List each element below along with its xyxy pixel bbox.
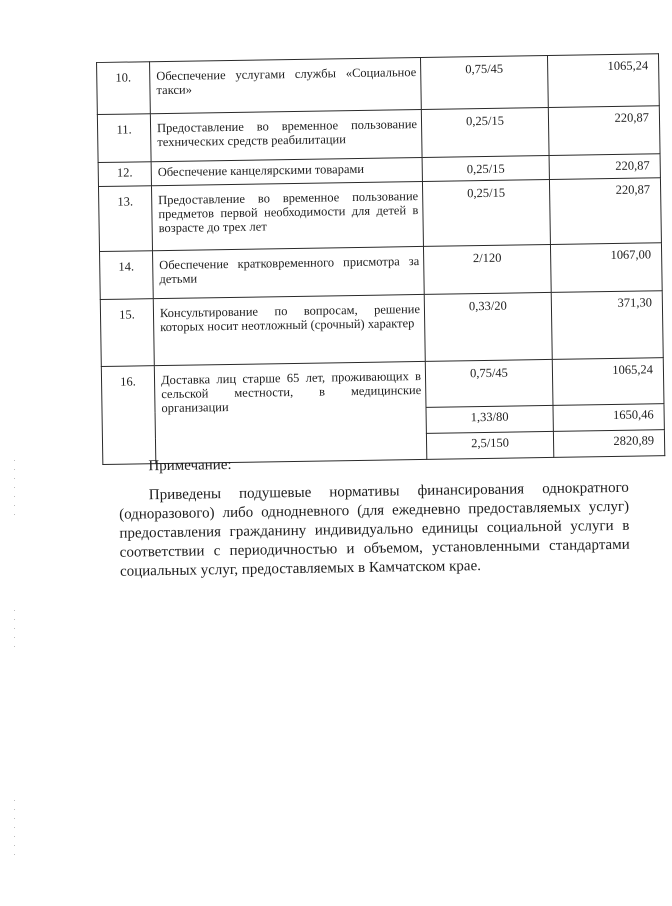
row-number: 13. — [98, 186, 152, 252]
row-number: 14. — [100, 251, 154, 300]
row-number: 11. — [97, 114, 151, 163]
periodicity-volume: 0,33/20 — [424, 292, 552, 361]
table-row — [100, 243, 663, 300]
row-number: 10. — [97, 62, 151, 115]
note-title: Примечание: — [148, 456, 232, 475]
cost-value: 220,87 — [549, 178, 661, 245]
periodicity-volume: 0,25/15 — [422, 155, 549, 181]
cost-value: 220,87 — [548, 106, 660, 156]
service-name: Предоставление во временное пользование предметов первой необходимости для детей в возрасте до трех лет — [151, 181, 423, 250]
periodicity-volume: 0,25/15 — [422, 179, 550, 246]
cost-value: 1065,24 — [552, 358, 664, 406]
cost-value: 220,87 — [549, 154, 660, 180]
cost-value: 371,30 — [551, 291, 663, 360]
services-cost-table — [96, 53, 665, 465]
service-name: Обеспечение канцелярскими товарами — [151, 157, 422, 185]
service-name: Предоставление во временное пользование технических средств реабилитации — [150, 109, 422, 161]
service-name: Обеспечение услугами службы «Социальное такси» — [150, 57, 422, 113]
periodicity-volume: 1,33/80 — [426, 405, 553, 433]
row-number: 16. — [101, 366, 156, 465]
periodicity-volume: 2,5/150 — [426, 431, 553, 459]
table-row — [97, 54, 660, 115]
note-block — [118, 450, 630, 582]
row-number: 15. — [100, 299, 154, 367]
periodicity-volume: 0,75/45 — [425, 359, 553, 407]
service-name: Обеспечение кратковременного присмотра за детьми — [153, 246, 425, 298]
cost-value: 1065,24 — [547, 54, 659, 108]
periodicity-volume: 0,75/45 — [420, 55, 548, 109]
row-number: 12. — [98, 162, 151, 187]
cost-value: 2820,89 — [553, 430, 664, 458]
table-row — [100, 291, 663, 367]
table-row — [98, 178, 661, 252]
service-name: Консультирование по вопросам, решение которых носит неотложный (срочный) характер — [153, 294, 425, 365]
table-row — [97, 106, 660, 163]
service-name: Доставка лиц старше 65 лет, проживающих в сельской местности, в медицинские организации — [154, 361, 427, 463]
cost-value: 1067,00 — [550, 243, 662, 293]
periodicity-volume: 2/120 — [423, 244, 551, 294]
cost-value: 1650,46 — [553, 404, 664, 432]
periodicity-volume: 0,25/15 — [421, 107, 549, 157]
note-text: Приведены подушевые нормативы финансирования однократного (одноразового) либо однодневного (для ежедневно предоставляемых услуг) предоставления гражданину индивидуально единицы социальной услуги в соответствии с периодичностью и объемом, установленными стандартами социальных услуг, предоставляемых в Камчатском крае. — [119, 479, 630, 580]
